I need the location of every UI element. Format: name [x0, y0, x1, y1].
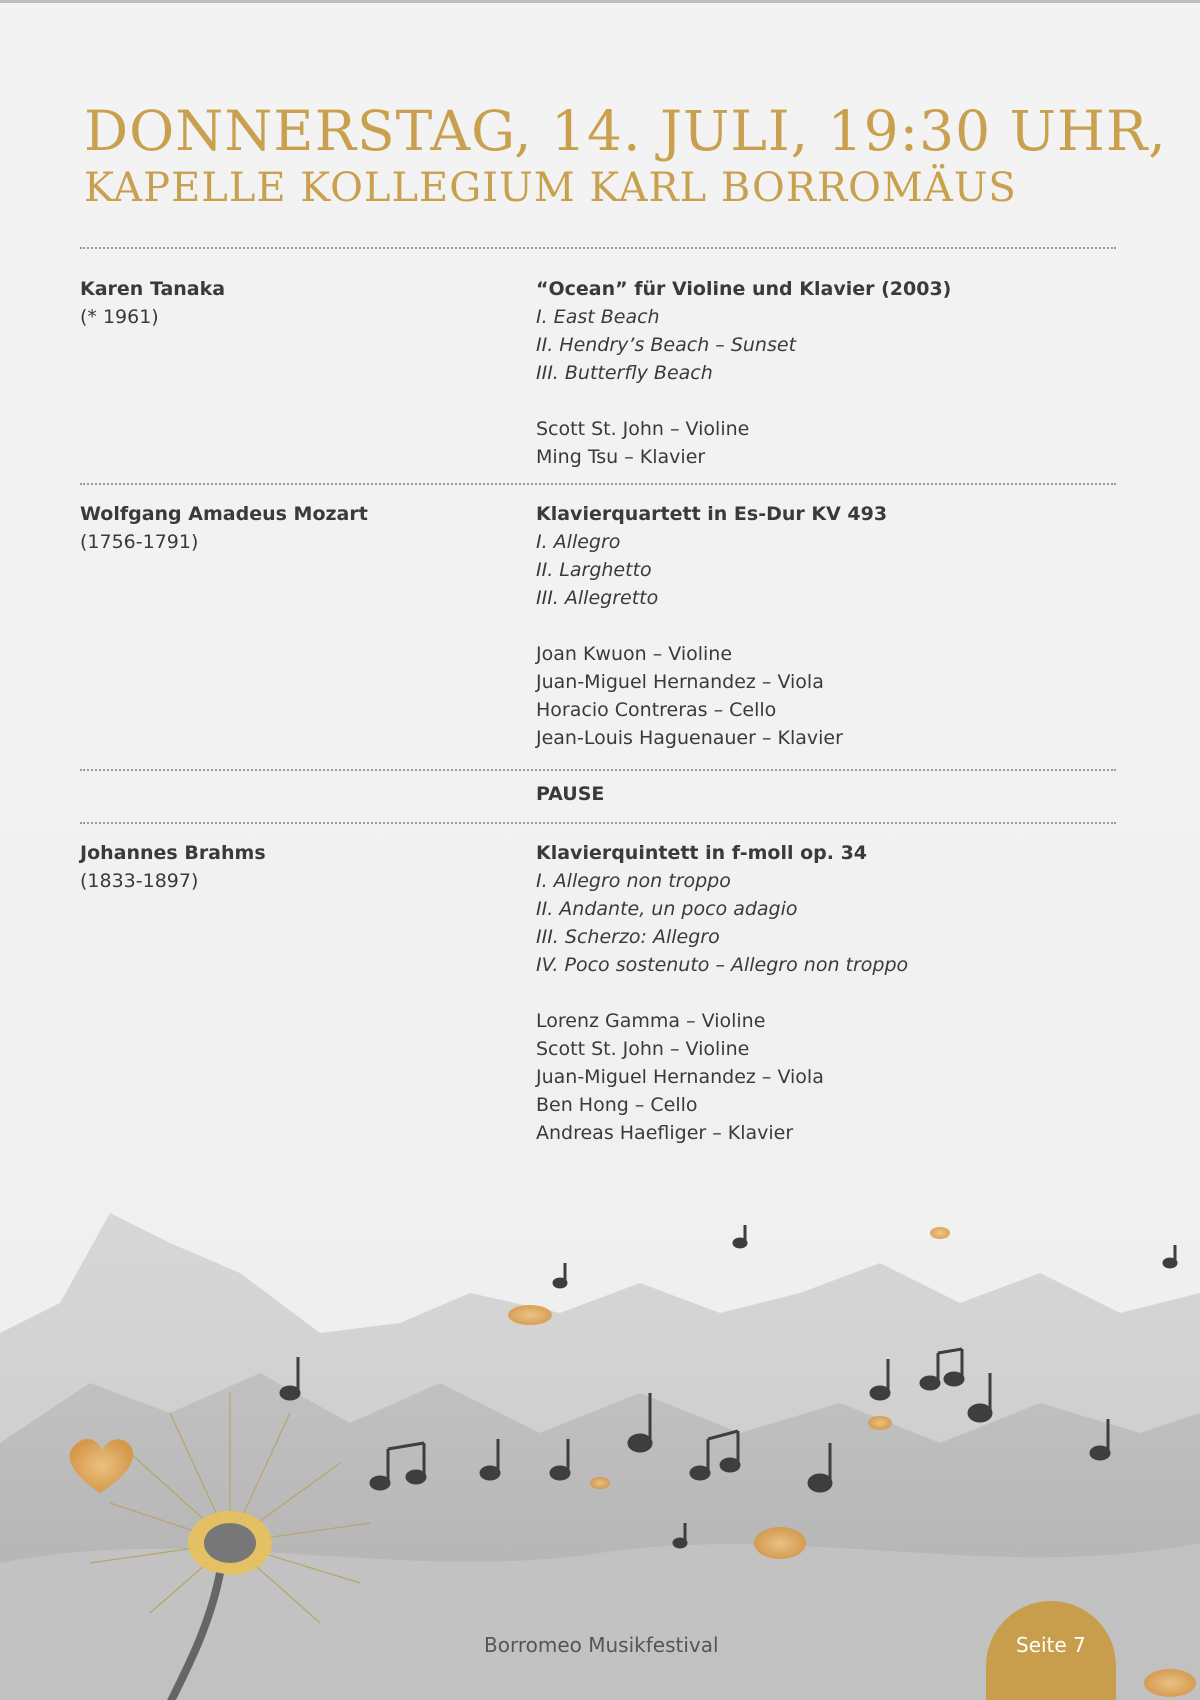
performer: Lorenz Gamma – Violine — [536, 1010, 766, 1032]
work-block — [536, 839, 1116, 1147]
divider — [80, 247, 1116, 249]
movement: III. Scherzo: Allegro — [536, 926, 720, 948]
movement: IV. Poco sostenuto – Allegro non troppo — [536, 954, 909, 976]
movement: II. Larghetto — [536, 559, 652, 581]
composer-block — [80, 500, 500, 556]
movement: I. Allegro non troppo — [536, 870, 731, 892]
movement: I. Allegro — [536, 531, 621, 553]
performer: Juan-Miguel Hernandez – Viola — [536, 1066, 824, 1088]
performer: Horacio Contreras – Cello — [536, 699, 777, 721]
composer-name: Wolfgang Amadeus Mozart — [80, 503, 368, 525]
work-title: Klavierquintett in f-moll op. 34 — [536, 842, 868, 864]
performer: Ming Tsu – Klavier — [536, 446, 706, 468]
movement: II. Andante, un poco adagio — [536, 898, 798, 920]
work-title: “Ocean” für Violine und Klavier (2003) — [536, 278, 952, 300]
performer: Scott St. John – Violine — [536, 418, 750, 440]
movement: I. East Beach — [536, 306, 660, 328]
composer-dates: (* 1961) — [80, 306, 159, 328]
page-number: Seite 7 — [1016, 1633, 1086, 1657]
composer-name: Johannes Brahms — [80, 842, 266, 864]
intermission-label: PAUSE — [536, 783, 605, 805]
performer: Jean-Louis Haguenauer – Klavier — [536, 727, 843, 749]
movement: III. Butterfly Beach — [536, 362, 713, 384]
work-block — [536, 275, 1116, 471]
performer: Joan Kwuon – Violine — [536, 643, 733, 665]
festival-name: Borromeo Musikfestival — [484, 1633, 719, 1657]
divider — [80, 822, 1116, 824]
movement: III. Allegretto — [536, 587, 659, 609]
divider — [80, 769, 1116, 771]
composer-name: Karen Tanaka — [80, 278, 226, 300]
venue-title: KAPELLE KOLLEGIUM KARL BORROMÄUS — [84, 165, 1017, 211]
performer: Juan-Miguel Hernandez – Viola — [536, 671, 824, 693]
movement: II. Hendry’s Beach – Sunset — [536, 334, 797, 356]
performer: Scott St. John – Violine — [536, 1038, 750, 1060]
performer: Andreas Haefliger – Klavier — [536, 1122, 794, 1144]
work-title: Klavierquartett in Es-Dur KV 493 — [536, 503, 888, 525]
composer-block — [80, 839, 500, 895]
composer-block — [80, 275, 500, 331]
page-header — [84, 99, 1167, 213]
divider — [80, 483, 1116, 485]
composer-dates: (1833-1897) — [80, 870, 199, 892]
composer-dates: (1756-1791) — [80, 531, 199, 553]
work-block — [536, 500, 1116, 752]
concert-date-title: DONNERSTAG, 14. JULI, 19:30 UHR, — [84, 99, 1167, 163]
performer: Ben Hong – Cello — [536, 1094, 698, 1116]
